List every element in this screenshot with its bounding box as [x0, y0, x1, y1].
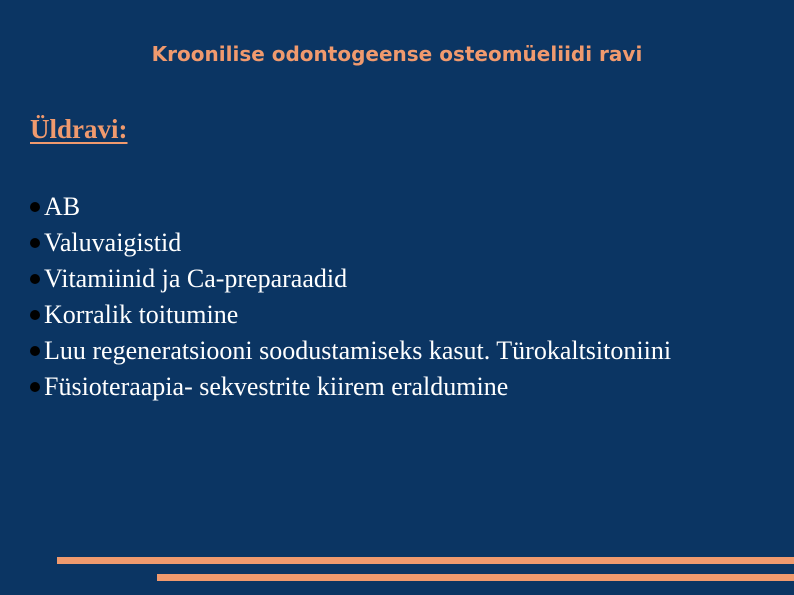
list-item	[30, 297, 770, 333]
decorative-line-bottom	[157, 574, 794, 581]
list-item-text: AB	[44, 192, 81, 221]
list-item-text: Vitamiinid ja Ca-preparaadid	[44, 264, 348, 293]
bullet-dot-icon	[30, 238, 40, 248]
slide-title: Kroonilise odontogeense osteomüeliidi ravi	[151, 42, 643, 66]
list-item	[30, 261, 770, 297]
bullet-dot-icon	[30, 382, 40, 392]
bullet-dot-icon	[30, 202, 40, 212]
list-item	[30, 369, 770, 405]
list-item	[30, 333, 770, 369]
bullet-dot-icon	[30, 310, 40, 320]
bullet-list	[30, 189, 770, 405]
list-item-text: Korralik toitumine	[44, 300, 239, 329]
list-item-text: Luu regeneratsiooni soodustamiseks kasut. Türokaltsitoniini	[44, 336, 672, 365]
list-item-text: Füsioteraapia- sekvestrite kiirem eraldumine	[44, 372, 509, 401]
bullet-dot-icon	[30, 346, 40, 356]
list-item	[30, 189, 770, 225]
bullet-dot-icon	[30, 274, 40, 284]
decorative-line-top	[57, 557, 794, 564]
list-item-text: Valuvaigistid	[44, 228, 182, 257]
list-item	[30, 225, 770, 261]
section-heading: Üldravi:	[30, 114, 128, 144]
